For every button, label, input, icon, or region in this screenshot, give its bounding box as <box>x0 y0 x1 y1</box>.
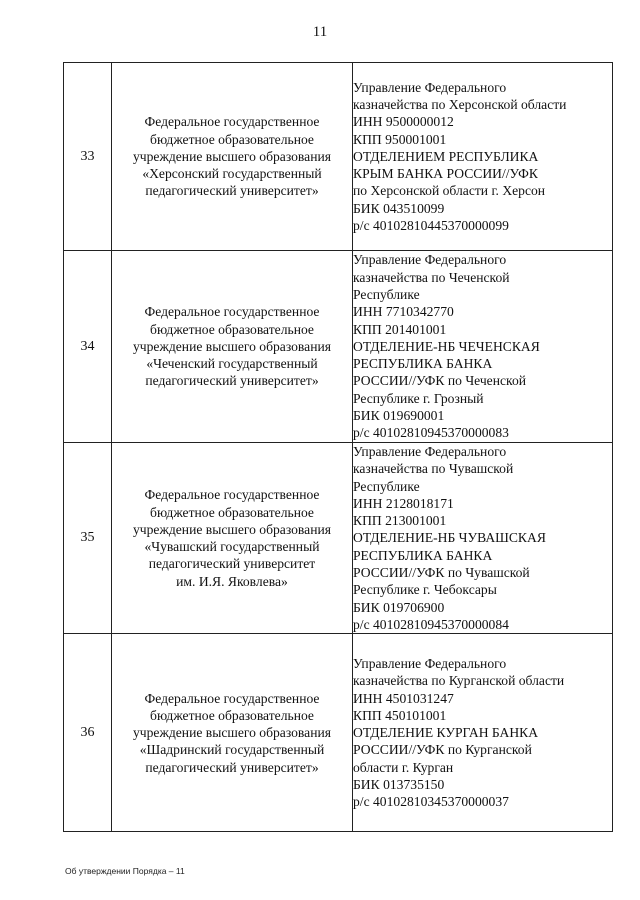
bank-details-line: Управление Федерального <box>353 444 507 459</box>
table-row <box>64 443 613 634</box>
bank-details-line: ИНН 9500000012 <box>353 114 454 130</box>
page-number: 11 <box>312 24 328 40</box>
bank-details-line: Управление Федерального <box>353 79 507 95</box>
organization-name <box>112 443 353 634</box>
table-row <box>64 251 613 443</box>
bank-details-line: казначейства по Курганской области <box>353 673 565 689</box>
organization-name-line: педагогический университет» <box>145 183 319 199</box>
bank-details-line: КПП 950001001 <box>353 131 447 147</box>
organization-name-line: бюджетное образовательное <box>150 131 314 147</box>
bank-details <box>353 251 613 443</box>
row-number: 35 <box>64 443 112 634</box>
registry-table <box>63 62 613 832</box>
organization-name-line: бюджетное образовательное <box>150 707 314 723</box>
organization-name-line: Федеральное государственное <box>144 304 320 320</box>
bank-details-line: ИНН 2128018171 <box>353 495 454 511</box>
organization-name-line: «Чувашский государственный <box>144 539 320 555</box>
bank-details-line: КПП 213001001 <box>353 513 447 529</box>
bank-details-line: КПП 201401001 <box>353 321 447 337</box>
bank-details-line: Республике <box>353 478 420 494</box>
bank-details-line: р/с 40102810345370000037 <box>353 794 509 810</box>
row-number: 33 <box>64 63 112 251</box>
bank-details-line: КРЫМ БАНКА РОССИИ//УФК <box>353 166 538 182</box>
bank-details-line: Управление Федерального <box>353 655 507 671</box>
row-number: 34 <box>64 251 112 443</box>
bank-details-line: РЕСПУБЛИКА БАНКА <box>353 356 493 372</box>
organization-name-line: учреждение высшего образования <box>132 521 331 537</box>
bank-details-line: РОССИИ//УФК по Чувашской <box>353 565 530 581</box>
bank-details-line: Республике г. Грозный <box>353 390 484 406</box>
bank-details-line: р/с 40102810945370000084 <box>353 616 509 632</box>
bank-details-line: области г. Курган <box>353 759 454 775</box>
bank-details-line: РЕСПУБЛИКА БАНКА <box>353 547 493 563</box>
organization-name-line: «Шадринский государственный <box>139 742 325 758</box>
bank-details <box>353 443 613 634</box>
bank-details-line: ОТДЕЛЕНИЕ КУРГАН БАНКА <box>353 725 539 741</box>
organization-name-line: учреждение высшего образования <box>132 338 331 354</box>
organization-name-line: «Херсонский государственный <box>142 166 322 182</box>
bank-details-line: ОТДЕЛЕНИЕМ РЕСПУБЛИКА <box>353 148 539 164</box>
bank-details-line: р/с 40102810945370000083 <box>353 425 509 441</box>
organization-name-line: им. И.Я. Яковлева» <box>176 573 288 589</box>
organization-name-line: бюджетное образовательное <box>150 504 314 520</box>
bank-details-line: ИНН 4501031247 <box>353 690 454 706</box>
bank-details-line: казначейства по Чеченской <box>353 269 510 285</box>
organization-name-line: учреждение высшего образования <box>132 725 331 741</box>
organization-name-line: педагогический университет <box>148 556 316 572</box>
organization-name-line: Федеральное государственное <box>144 114 320 130</box>
organization-name-line: бюджетное образовательное <box>150 321 314 337</box>
bank-details-line: БИК 043510099 <box>353 200 445 216</box>
bank-details-line: КПП 450101001 <box>353 707 447 723</box>
organization-name-line: «Чеченский государственный <box>146 356 318 372</box>
table-row <box>64 634 613 832</box>
bank-details <box>353 634 613 832</box>
footer-note: Об утверждении Порядка – 11 <box>65 866 185 876</box>
bank-details-line: казначейства по Чувашской <box>353 461 514 477</box>
bank-details-line: ОТДЕЛЕНИЕ-НБ ЧЕЧЕНСКАЯ <box>353 338 540 354</box>
bank-details-line: Республике г. Чебоксары <box>353 582 497 598</box>
organization-name-line: педагогический университет» <box>145 759 319 775</box>
bank-details <box>353 63 613 251</box>
bank-details-line: казначейства по Херсонской области <box>353 96 567 112</box>
organization-name <box>112 63 353 251</box>
organization-name-line: Федеральное государственное <box>144 487 320 503</box>
bank-details-line: Республике <box>353 286 420 302</box>
bank-details-line: БИК 013735150 <box>353 777 445 792</box>
organization-name-line: Федеральное государственное <box>144 690 320 706</box>
table-row <box>64 63 613 251</box>
bank-details-line: Управление Федерального <box>353 252 507 268</box>
bank-details-line: ИНН 7710342770 <box>353 304 454 320</box>
bank-details-line: по Херсонской области г. Херсон <box>353 183 546 199</box>
organization-name <box>112 634 353 832</box>
bank-details-line: р/с 40102810445370000099 <box>353 218 509 234</box>
bank-details-line: РОССИИ//УФК по Чеченской <box>353 373 527 389</box>
bank-details-line: ОТДЕЛЕНИЕ-НБ ЧУВАШСКАЯ <box>353 530 546 546</box>
organization-name-line: учреждение высшего образования <box>132 148 331 164</box>
bank-details-line: РОССИИ//УФК по Курганской <box>353 742 532 758</box>
row-number: 36 <box>64 634 112 832</box>
organization-name <box>112 251 353 443</box>
organization-name-line: педагогический университет» <box>145 373 319 389</box>
bank-details-line: БИК 019706900 <box>353 599 445 615</box>
bank-details-line: БИК 019690001 <box>353 408 445 424</box>
